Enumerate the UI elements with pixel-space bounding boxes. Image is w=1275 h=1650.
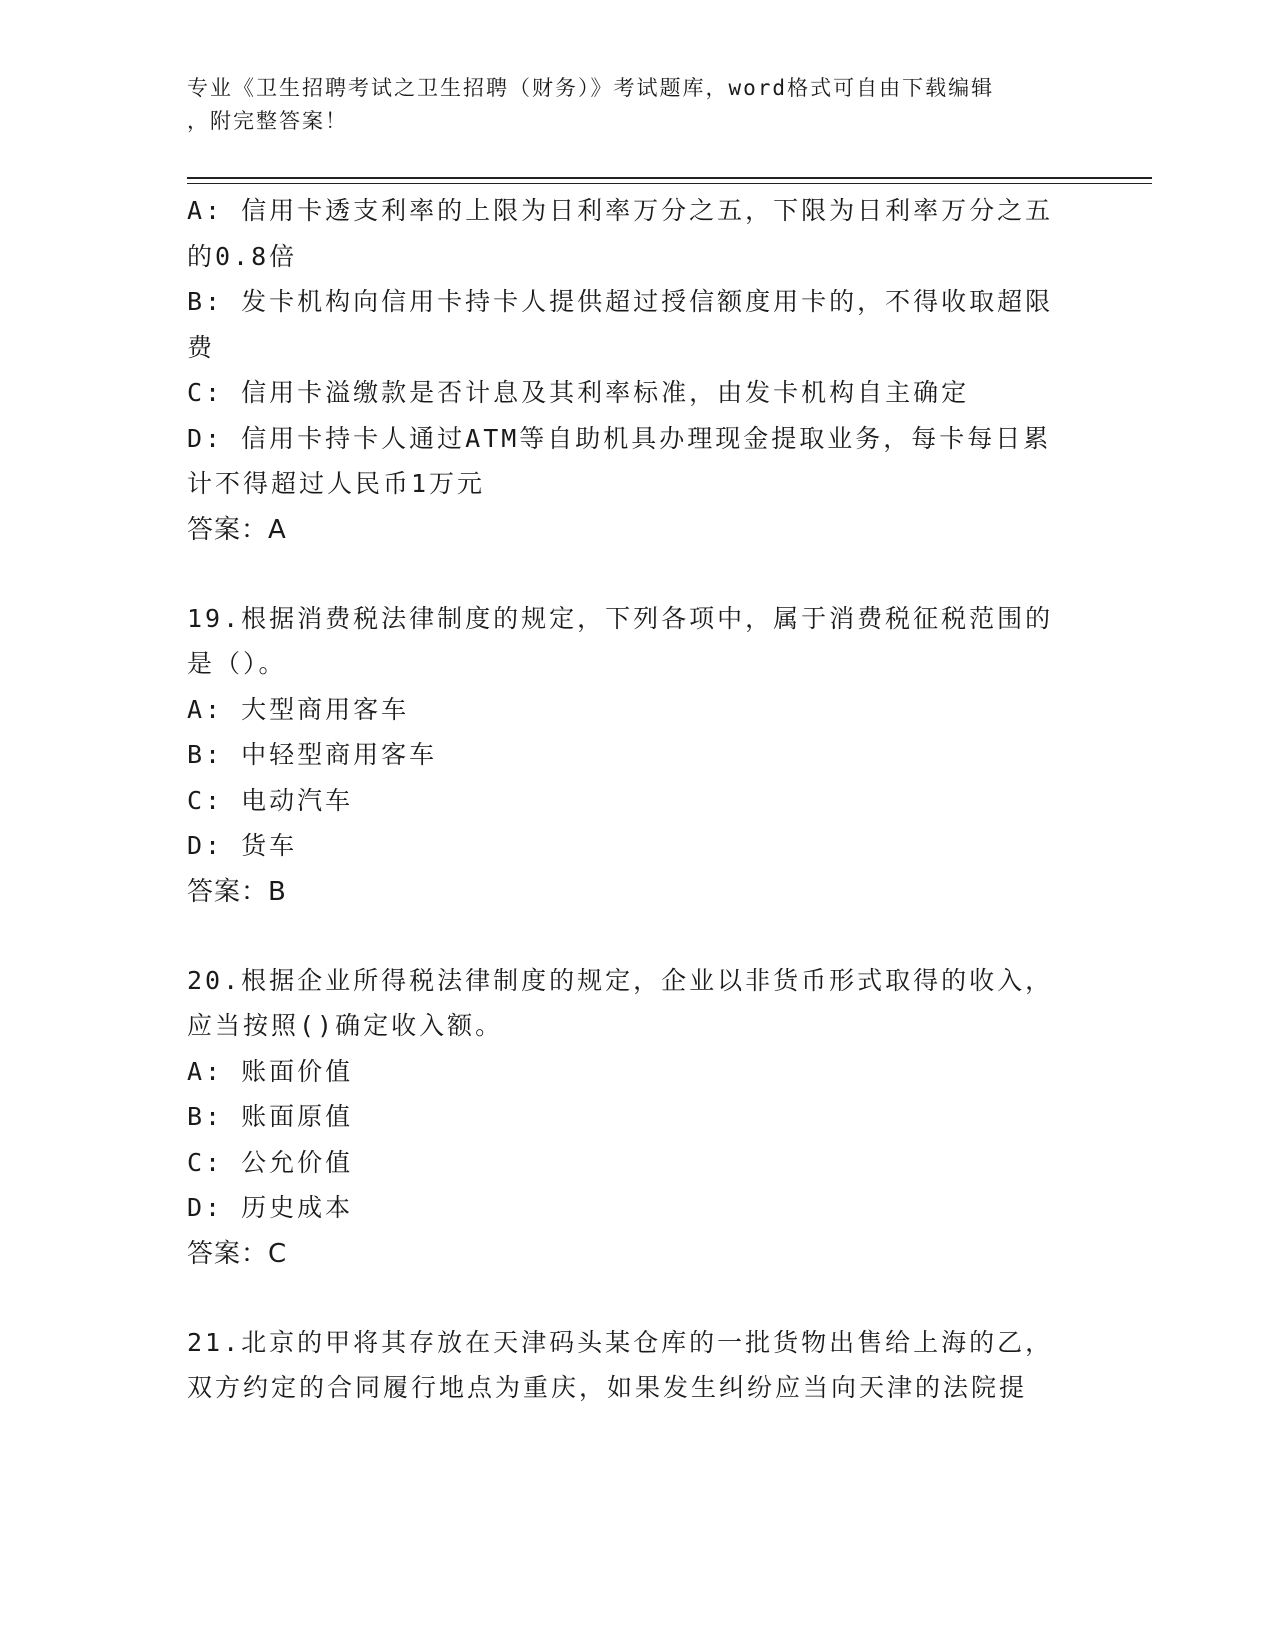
question-21 <box>187 1320 1087 1411</box>
option-b-line-2: 费 <box>187 332 216 362</box>
question-stem-line-2: 应当按照()确定收入额。 <box>187 1011 504 1040</box>
option-c: C: 信用卡溢缴款是否计息及其利率标准，由发卡机构自主确定 <box>187 378 970 407</box>
option-b: B: 中轻型商用客车 <box>187 740 438 769</box>
option-d: D: 历史成本 <box>187 1193 354 1222</box>
option-c: C: 电动汽车 <box>187 785 354 815</box>
option-d-line-1: D: 信用卡持卡人通过ATM等自助机具办理现金提取业务，每卡每日累 <box>187 423 1052 453</box>
question-20 <box>187 958 1087 1278</box>
option-a: A: 大型商用客车 <box>187 694 410 724</box>
spacer <box>187 1278 1087 1320</box>
answer: 答案：A <box>187 514 287 545</box>
question-stem-line-2: 双方约定的合同履行地点为重庆，如果发生纠纷应当向天津的法院提 <box>187 1373 1028 1402</box>
question-stem-line-2: 是（）。 <box>187 649 287 678</box>
option-b: B: 账面原值 <box>187 1102 354 1131</box>
header-divider-thin <box>187 183 1152 184</box>
question-18 <box>187 188 1087 554</box>
question-list <box>187 188 1087 1411</box>
spacer <box>187 916 1087 958</box>
document-header <box>187 72 1067 138</box>
question-stem-line-1: 19.根据消费税法律制度的规定，下列各项中，属于消费税征税范围的 <box>187 603 1054 633</box>
option-d-line-2: 计不得超过人民币1万元 <box>187 469 486 498</box>
answer: 答案：C <box>187 1238 288 1269</box>
option-d: D: 货车 <box>187 831 298 860</box>
spacer <box>187 554 1087 596</box>
option-b-line-1: B: 发卡机构向信用卡持卡人提供超过授信额度用卡的，不得收取超限 <box>187 287 1054 316</box>
option-c: C: 公允价值 <box>187 1147 354 1177</box>
question-stem-line-1: 21.北京的甲将其存放在天津码头某仓库的一批货物出售给上海的乙， <box>187 1327 1054 1357</box>
answer: 答案：B <box>187 876 287 907</box>
question-19 <box>187 596 1087 916</box>
option-a-line-2: 的0.8倍 <box>187 241 298 271</box>
header-line-2: ，附完整答案！ <box>187 109 348 133</box>
header-line-1: 专业《卫生招聘考试之卫生招聘（财务）》考试题库，word格式可自由下载编辑 <box>187 76 995 100</box>
question-stem-line-1: 20.根据企业所得税法律制度的规定，企业以非货币形式取得的收入， <box>187 965 1054 995</box>
option-a: A: 账面价值 <box>187 1056 354 1086</box>
option-a-line-1: A: 信用卡透支利率的上限为日利率万分之五，下限为日利率万分之五 <box>187 196 1054 225</box>
header-divider-thick <box>187 177 1152 179</box>
